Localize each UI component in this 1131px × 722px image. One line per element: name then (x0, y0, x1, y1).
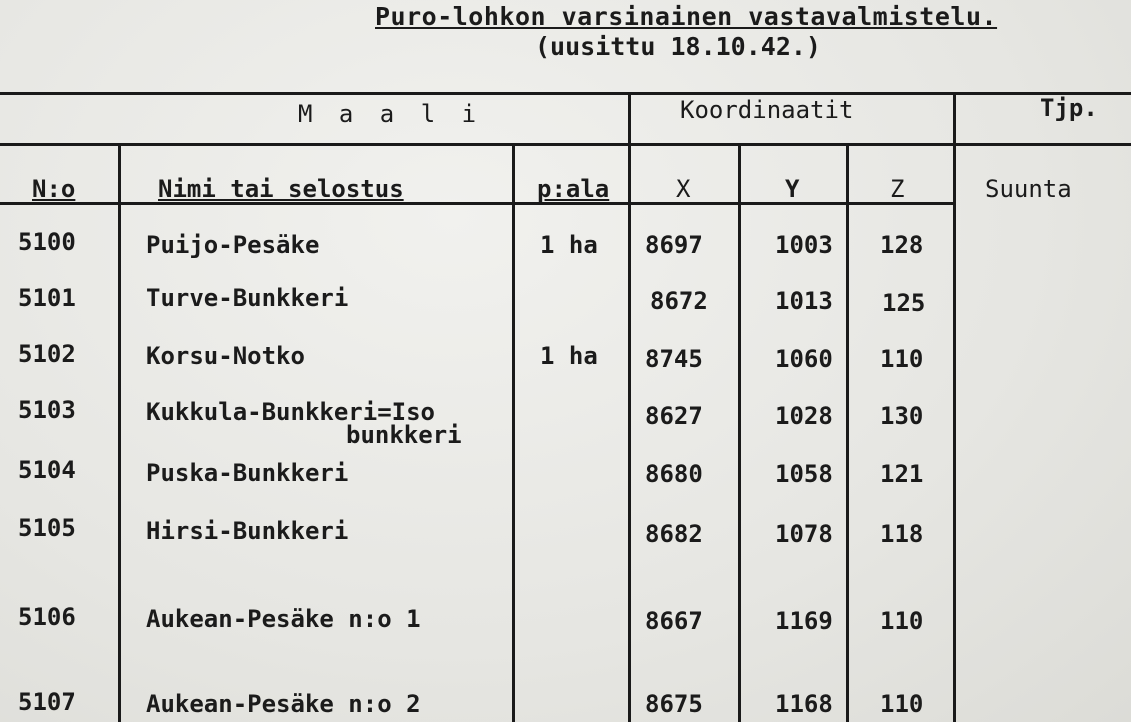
header-maali: M a a l i (298, 100, 483, 128)
header-x: X (676, 175, 691, 203)
row-nimi: Puska-Bunkkeri (146, 459, 349, 487)
col-divider-koordinaatit (953, 92, 956, 722)
col-divider-y (846, 146, 849, 722)
row-z: 125 (882, 289, 926, 317)
header-suunta: Suunta (985, 175, 1072, 203)
row-pala: 1 ha (540, 231, 598, 259)
row-y: 1060 (775, 345, 833, 373)
col-divider-maali (628, 92, 631, 722)
row-y: 1013 (775, 287, 833, 315)
document-title: Puro-lohkon varsinainen vastavalmistelu. (375, 2, 998, 31)
row-y: 1003 (775, 231, 833, 259)
row-nro: 5102 (18, 340, 76, 368)
row-x: 8682 (645, 520, 703, 548)
row-nimi: Hirsi-Bunkkeri (146, 517, 349, 545)
header-nro: N:o (32, 175, 76, 203)
row-nimi: Aukean-Pesäke n:o 2 (146, 690, 421, 718)
row-z: 121 (880, 460, 924, 488)
row-x: 8745 (645, 345, 703, 373)
row-nro: 5100 (18, 228, 76, 256)
row-y: 1169 (775, 607, 833, 635)
header-tjp: Tjp. (1040, 94, 1098, 122)
row-y: 1168 (775, 690, 833, 718)
row-nimi (146, 398, 462, 449)
row-z: 110 (880, 690, 924, 718)
row-nro: 5104 (18, 456, 76, 484)
row-nro: 5106 (18, 603, 76, 631)
header-nimi: Nimi tai selostus (158, 175, 404, 203)
header-koordinaatit: Koordinaatit (680, 96, 854, 124)
row-y: 1078 (775, 520, 833, 548)
row-z: 128 (880, 231, 924, 259)
header-mid-rule (0, 143, 1131, 146)
row-nimi-line2: bunkkeri (346, 421, 462, 449)
col-divider-nimi (512, 146, 515, 722)
header-pala: p:ala (537, 175, 610, 203)
table-top-rule (0, 92, 1131, 95)
row-x: 8667 (645, 607, 703, 635)
row-pala: 1 ha (540, 342, 598, 370)
row-x: 8627 (645, 402, 703, 430)
row-nro: 5107 (18, 688, 76, 716)
row-z: 118 (880, 520, 924, 548)
header-z: Z (890, 175, 905, 203)
header-bottom-rule (0, 202, 955, 205)
row-z: 110 (880, 345, 924, 373)
row-nimi: Turve-Bunkkeri (146, 284, 349, 312)
row-nimi: Puijo-Pesäke (146, 231, 320, 259)
header-y: Y (785, 175, 800, 203)
row-z: 110 (880, 607, 924, 635)
row-y: 1028 (775, 402, 833, 430)
row-x: 8697 (645, 231, 703, 259)
row-z: 130 (880, 402, 924, 430)
row-nimi: Aukean-Pesäke n:o 1 (146, 605, 421, 633)
row-y: 1058 (775, 460, 833, 488)
col-divider-x (738, 146, 741, 722)
row-x: 8675 (645, 690, 703, 718)
document-subtitle: (uusittu 18.10.42.) (535, 32, 821, 61)
row-x: 8680 (645, 460, 703, 488)
col-divider-nro (118, 146, 121, 722)
row-nro: 5105 (18, 514, 76, 542)
row-nimi: Korsu-Notko (146, 342, 305, 370)
row-nro: 5101 (18, 284, 76, 312)
row-nro: 5103 (18, 396, 76, 424)
row-x: 8672 (650, 287, 708, 315)
row-nimi-line1: Kukkula-Bunkkeri=Iso (146, 398, 435, 426)
